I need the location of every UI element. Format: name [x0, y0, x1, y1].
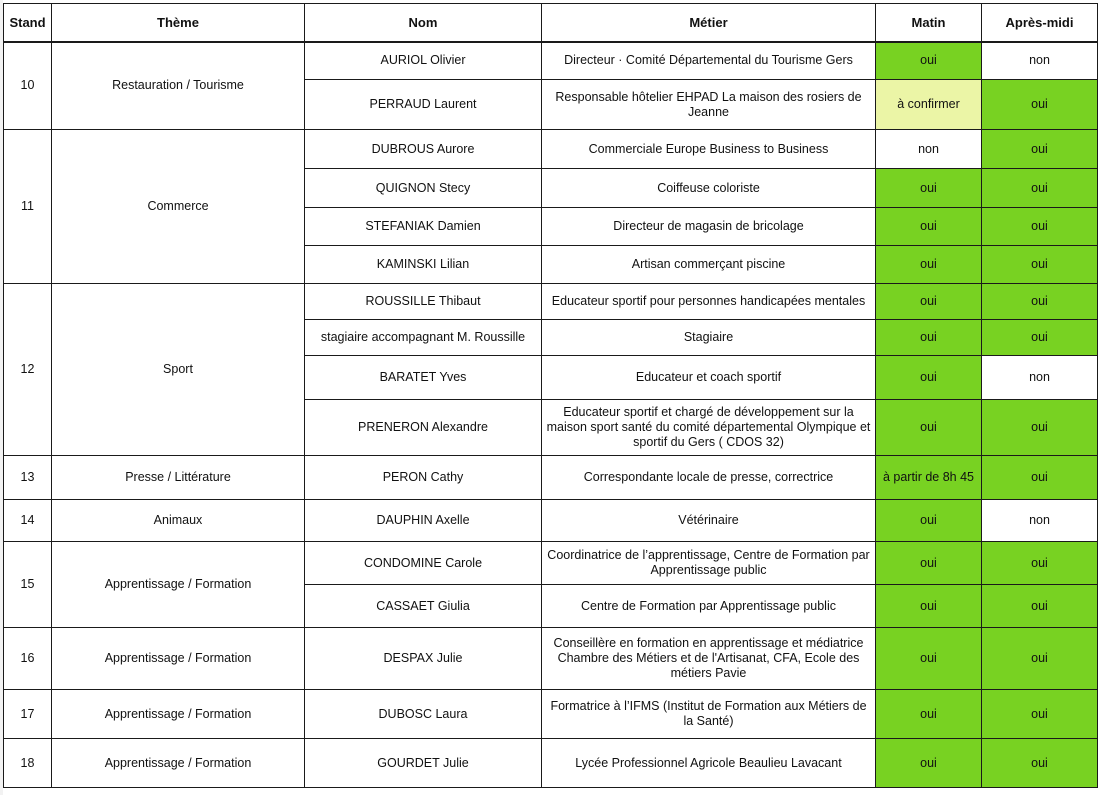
apres-midi-cell[interactable]: oui: [982, 400, 1098, 456]
matin-cell[interactable]: oui: [876, 42, 982, 80]
stand-cell[interactable]: 15: [4, 542, 52, 628]
header-stand[interactable]: Stand: [4, 4, 52, 42]
matin-cell[interactable]: oui: [876, 246, 982, 284]
matin-cell[interactable]: oui: [876, 208, 982, 246]
apres-midi-cell[interactable]: oui: [982, 284, 1098, 320]
table-row: [4, 284, 1098, 320]
metier-cell[interactable]: Artisan commerçant piscine: [542, 246, 876, 284]
stand-cell[interactable]: 18: [4, 739, 52, 788]
apres-midi-cell[interactable]: non: [982, 42, 1098, 80]
apres-midi-cell[interactable]: oui: [982, 320, 1098, 356]
matin-cell[interactable]: oui: [876, 585, 982, 628]
table-body: [4, 42, 1098, 788]
metier-cell[interactable]: Vétérinaire: [542, 500, 876, 542]
metier-cell[interactable]: Educateur sportif et chargé de développement sur la maison sport santé du comité départemental Olympique et sportif du Gers ( CDOS 32): [542, 400, 876, 456]
nom-cell[interactable]: CONDOMINE Carole: [305, 542, 542, 585]
table-row: [4, 739, 1098, 788]
table-row: [4, 500, 1098, 542]
metier-cell[interactable]: Stagiaire: [542, 320, 876, 356]
stand-cell[interactable]: 17: [4, 690, 52, 739]
theme-cell[interactable]: Apprentissage / Formation: [52, 542, 305, 628]
table-row: [4, 130, 1098, 169]
metier-cell[interactable]: Formatrice à l’IFMS (Institut de Formation aux Métiers de la Santé): [542, 690, 876, 739]
apres-midi-cell[interactable]: oui: [982, 208, 1098, 246]
matin-cell[interactable]: oui: [876, 356, 982, 400]
nom-cell[interactable]: PERON Cathy: [305, 456, 542, 500]
header-nom[interactable]: Nom: [305, 4, 542, 42]
matin-cell[interactable]: oui: [876, 320, 982, 356]
nom-cell[interactable]: BARATET Yves: [305, 356, 542, 400]
metier-cell[interactable]: Responsable hôtelier EHPAD La maison des rosiers de Jeanne: [542, 80, 876, 130]
theme-cell[interactable]: Presse / Littérature: [52, 456, 305, 500]
matin-cell[interactable]: oui: [876, 628, 982, 690]
stand-cell[interactable]: 14: [4, 500, 52, 542]
theme-cell[interactable]: Apprentissage / Formation: [52, 628, 305, 690]
matin-cell[interactable]: oui: [876, 690, 982, 739]
apres-midi-cell[interactable]: oui: [982, 169, 1098, 208]
theme-cell[interactable]: Restauration / Tourisme: [52, 42, 305, 130]
metier-cell[interactable]: Centre de Formation par Apprentissage public: [542, 585, 876, 628]
apres-midi-cell[interactable]: oui: [982, 80, 1098, 130]
matin-cell[interactable]: oui: [876, 739, 982, 788]
stand-cell[interactable]: 10: [4, 42, 52, 130]
matin-cell[interactable]: oui: [876, 542, 982, 585]
nom-cell[interactable]: DUBROUS Aurore: [305, 130, 542, 169]
nom-cell[interactable]: KAMINSKI Lilian: [305, 246, 542, 284]
apres-midi-cell[interactable]: oui: [982, 585, 1098, 628]
apres-midi-cell[interactable]: oui: [982, 456, 1098, 500]
schedule-table: [3, 3, 1098, 788]
apres-midi-cell[interactable]: oui: [982, 628, 1098, 690]
nom-cell[interactable]: DUBOSC Laura: [305, 690, 542, 739]
nom-cell[interactable]: stagiaire accompagnant M. Roussille: [305, 320, 542, 356]
header-theme[interactable]: Thème: [52, 4, 305, 42]
theme-cell[interactable]: Apprentissage / Formation: [52, 690, 305, 739]
metier-cell[interactable]: Lycée Professionnel Agricole Beaulieu Lavacant: [542, 739, 876, 788]
nom-cell[interactable]: AURIOL Olivier: [305, 42, 542, 80]
apres-midi-cell[interactable]: oui: [982, 690, 1098, 739]
matin-cell[interactable]: à confirmer: [876, 80, 982, 130]
theme-cell[interactable]: Commerce: [52, 130, 305, 284]
stand-cell[interactable]: 16: [4, 628, 52, 690]
stand-cell[interactable]: 11: [4, 130, 52, 284]
metier-cell[interactable]: Conseillère en formation en apprentissage et médiatrice Chambre des Métiers et de l'Artisanat, CFA, Ecole des métiers Pavie: [542, 628, 876, 690]
header-matin[interactable]: Matin: [876, 4, 982, 42]
header-row: [4, 4, 1098, 42]
metier-cell[interactable]: Commerciale Europe Business to Business: [542, 130, 876, 169]
nom-cell[interactable]: DAUPHIN Axelle: [305, 500, 542, 542]
nom-cell[interactable]: GOURDET Julie: [305, 739, 542, 788]
table-row: [4, 456, 1098, 500]
theme-cell[interactable]: Apprentissage / Formation: [52, 739, 305, 788]
apres-midi-cell[interactable]: oui: [982, 130, 1098, 169]
metier-cell[interactable]: Correspondante locale de presse, correctrice: [542, 456, 876, 500]
nom-cell[interactable]: ROUSSILLE Thibaut: [305, 284, 542, 320]
metier-cell[interactable]: Coordinatrice de l’apprentissage, Centre de Formation par Apprentissage public: [542, 542, 876, 585]
table-row: [4, 542, 1098, 585]
nom-cell[interactable]: CASSAET Giulia: [305, 585, 542, 628]
nom-cell[interactable]: DESPAX Julie: [305, 628, 542, 690]
table-row: [4, 628, 1098, 690]
theme-cell[interactable]: Sport: [52, 284, 305, 456]
matin-cell[interactable]: à partir de 8h 45: [876, 456, 982, 500]
table-row: [4, 42, 1098, 80]
apres-midi-cell[interactable]: non: [982, 500, 1098, 542]
metier-cell[interactable]: Educateur et coach sportif: [542, 356, 876, 400]
nom-cell[interactable]: STEFANIAK Damien: [305, 208, 542, 246]
metier-cell[interactable]: Directeur · Comité Départemental du Tourisme Gers: [542, 42, 876, 80]
nom-cell[interactable]: QUIGNON Stecy: [305, 169, 542, 208]
table-row: [4, 690, 1098, 739]
apres-midi-cell[interactable]: non: [982, 356, 1098, 400]
theme-cell[interactable]: Animaux: [52, 500, 305, 542]
matin-cell[interactable]: non: [876, 130, 982, 169]
apres-midi-cell[interactable]: oui: [982, 542, 1098, 585]
header-metier[interactable]: Métier: [542, 4, 876, 42]
header-apres-midi[interactable]: Après-midi: [982, 4, 1098, 42]
matin-cell[interactable]: oui: [876, 500, 982, 542]
metier-cell[interactable]: Directeur de magasin de bricolage: [542, 208, 876, 246]
apres-midi-cell[interactable]: oui: [982, 739, 1098, 788]
matin-cell[interactable]: oui: [876, 284, 982, 320]
matin-cell[interactable]: oui: [876, 169, 982, 208]
matin-cell[interactable]: oui: [876, 400, 982, 456]
metier-cell[interactable]: Coiffeuse coloriste: [542, 169, 876, 208]
nom-cell[interactable]: PERRAUD Laurent: [305, 80, 542, 130]
apres-midi-cell[interactable]: oui: [982, 246, 1098, 284]
stand-cell[interactable]: 12: [4, 284, 52, 456]
metier-cell[interactable]: Educateur sportif pour personnes handicapées mentales: [542, 284, 876, 320]
nom-cell[interactable]: PRENERON Alexandre: [305, 400, 542, 456]
stand-cell[interactable]: 13: [4, 456, 52, 500]
